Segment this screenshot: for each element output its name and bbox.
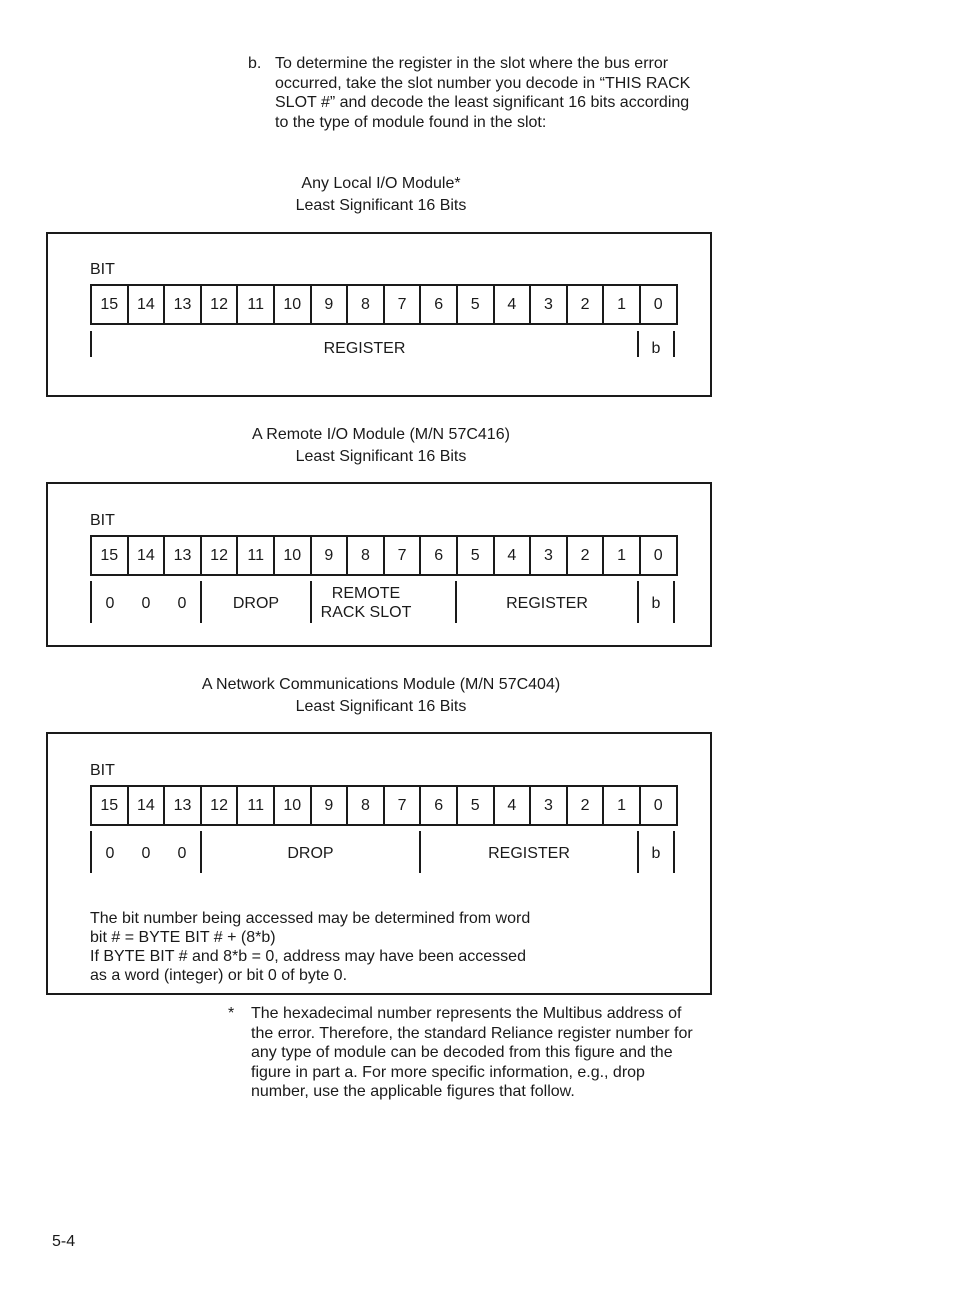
field-divider (673, 581, 675, 623)
footnote-marker: * (228, 1005, 235, 1022)
page-number: 5-4 (52, 1233, 76, 1250)
remote-rack-slot-field (312, 584, 420, 622)
field-divider (673, 831, 675, 873)
zero-field: 0 (141, 845, 151, 862)
bit-cell: 15 (92, 286, 129, 323)
bit-label: BIT (90, 261, 115, 278)
drop-field: DROP (232, 595, 280, 612)
bit-cell: 11 (238, 286, 275, 323)
bit-cell: 12 (202, 286, 239, 323)
bit-cell: 8 (348, 537, 385, 574)
bit-cell: 12 (202, 787, 239, 824)
diagram-2-subtitle: Least Significant 16 Bits (295, 448, 467, 465)
bit-cell: 9 (312, 787, 349, 824)
note-line: bit # = BYTE BIT # + (8*b) (90, 929, 276, 946)
diagram-2-title: A Remote I/O Module (M/N 57C416) (252, 426, 510, 443)
bit-cell: 6 (421, 537, 458, 574)
bit-cell: 14 (129, 787, 166, 824)
b-field: b (651, 595, 661, 612)
diagram-2-caption (130, 424, 632, 468)
bit-cell: 10 (275, 286, 312, 323)
register-field: REGISTER (506, 595, 588, 612)
bit-row (90, 284, 678, 325)
remote-label: REMOTE (331, 585, 401, 602)
bit-cell: 0 (641, 537, 678, 574)
diagram-2-box (46, 482, 712, 647)
bit-cell: 5 (458, 537, 495, 574)
bit-cell: 10 (275, 537, 312, 574)
bit-cell: 9 (312, 286, 349, 323)
field-divider (673, 331, 675, 357)
bit-cell: 3 (531, 787, 568, 824)
zero-field: 0 (177, 845, 187, 862)
note-line: as a word (integer) or bit 0 of byte 0. (90, 967, 348, 984)
bit-number-note (90, 909, 690, 985)
drop-field: DROP (287, 845, 334, 862)
diagram-3-title: A Network Communications Module (M/N 57C404) (201, 676, 561, 693)
bit-row (90, 785, 678, 826)
diagram-3-subtitle: Least Significant 16 Bits (295, 698, 467, 715)
bit-label: BIT (90, 512, 115, 529)
intro-text: To determine the register in the slot where the bus error occurred, take the slot number you decode in “THIS RACK SLOT #” and decode the least significant 16 bits according to the type of module found in the slot: (275, 55, 691, 131)
note-line: If BYTE BIT # and 8*b = 0, address may have been accessed (90, 948, 526, 965)
bit-cell: 4 (495, 787, 532, 824)
bit-cell: 11 (238, 537, 275, 574)
bit-cell: 14 (129, 286, 166, 323)
b-field: b (651, 340, 661, 357)
b-field: b (651, 845, 661, 862)
footnote-text: The hexadecimal number represents the Multibus address of the error. Therefore, the standard Reliance register number for any type of module can be decoded from this figure and the figure in part a. For more specific information, e.g., drop number, use the applicable figures that follow. (251, 1005, 693, 1100)
bit-cell: 8 (348, 787, 385, 824)
bit-cell: 15 (92, 537, 129, 574)
diagram-3-caption (130, 674, 632, 718)
bit-cell: 1 (604, 537, 641, 574)
bit-cell: 9 (312, 537, 349, 574)
intro-list-label: b. (248, 55, 262, 72)
zero-field: 0 (105, 845, 115, 862)
bit-cell: 12 (202, 537, 239, 574)
bit-cell: 13 (165, 286, 202, 323)
diagram-1-caption (130, 173, 632, 217)
bit-cell: 0 (641, 286, 678, 323)
bit-cell: 11 (238, 787, 275, 824)
bit-cell: 13 (165, 537, 202, 574)
register-field: REGISTER (488, 845, 570, 862)
register-field: REGISTER (323, 340, 406, 357)
diagram-3-box (46, 732, 712, 995)
bit-cell: 3 (531, 537, 568, 574)
diagram-1-subtitle: Least Significant 16 Bits (295, 197, 467, 214)
bit-cell: 5 (458, 787, 495, 824)
bit-cell: 4 (495, 537, 532, 574)
bit-cell: 4 (495, 286, 532, 323)
bit-cell: 10 (275, 787, 312, 824)
bit-cell: 15 (92, 787, 129, 824)
bit-cell: 2 (568, 286, 605, 323)
note-line: The bit number being accessed may be determined from word (90, 910, 531, 927)
diagram-1-box (46, 232, 712, 397)
bit-cell: 1 (604, 787, 641, 824)
bit-cell: 3 (531, 286, 568, 323)
bit-row (90, 535, 678, 576)
bit-cell: 6 (421, 286, 458, 323)
bit-cell: 7 (385, 787, 422, 824)
bit-cell: 7 (385, 286, 422, 323)
bit-label: BIT (90, 762, 115, 779)
bit-cell: 7 (385, 537, 422, 574)
bit-cell: 13 (165, 787, 202, 824)
diagram-1-title: Any Local I/O Module* (301, 175, 461, 192)
bit-cell: 1 (604, 286, 641, 323)
bit-cell: 14 (129, 537, 166, 574)
zero-field: 0 (141, 595, 151, 612)
bit-cell: 0 (641, 787, 678, 824)
zero-field: 0 (105, 595, 115, 612)
zero-field: 0 (177, 595, 187, 612)
bit-cell: 2 (568, 537, 605, 574)
rack-slot-label: RACK SLOT (320, 604, 412, 621)
bit-cell: 6 (421, 787, 458, 824)
bit-cell: 8 (348, 286, 385, 323)
bit-cell: 2 (568, 787, 605, 824)
bit-cell: 5 (458, 286, 495, 323)
